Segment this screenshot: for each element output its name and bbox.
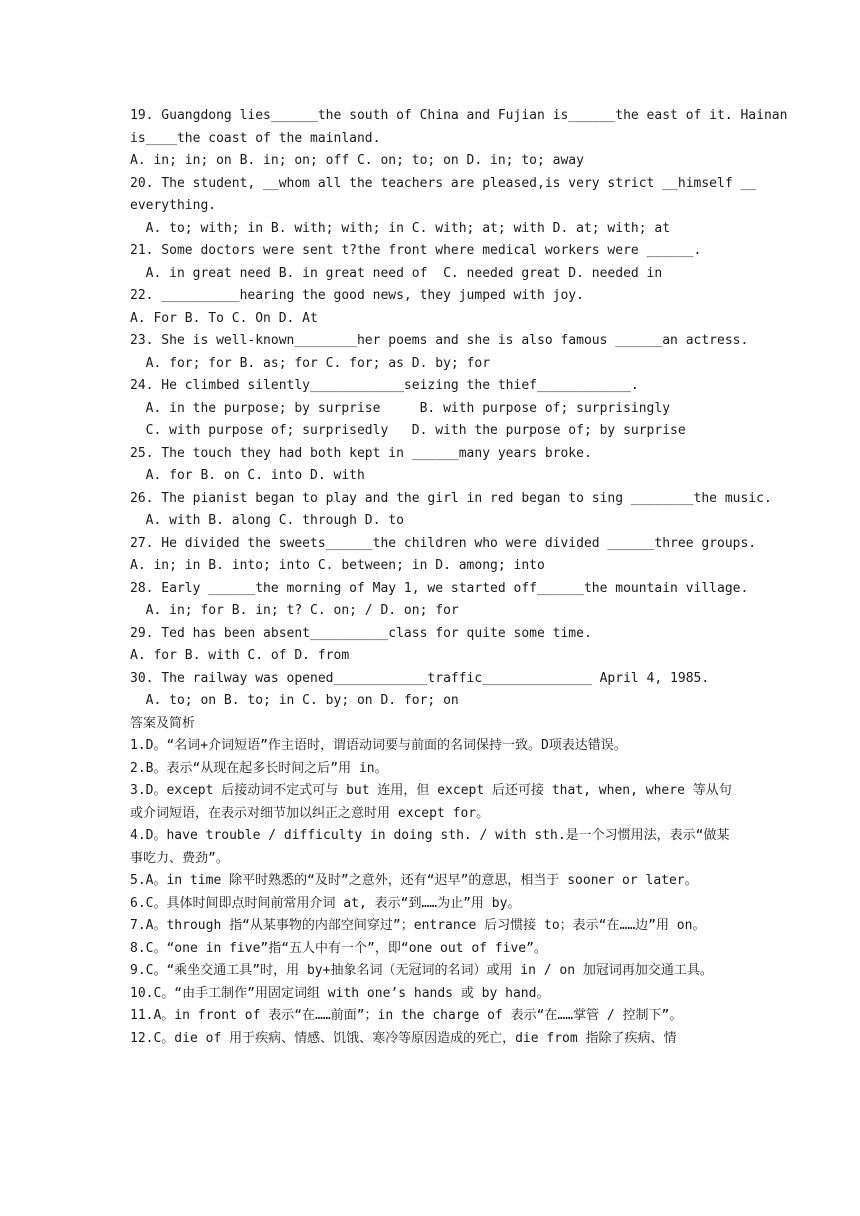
question-options: A. in; in B. into; into C. between; in D. among; into bbox=[130, 558, 545, 573]
question-27 bbox=[130, 533, 757, 578]
question-options: A. to; on B. to; in C. by; on D. for; on bbox=[130, 693, 459, 708]
answer-item: 9.C。“乘坐交通工具”时，用 by+抽象名词（无冠词的名词）或用 in / on 加冠词再加交通工具。 bbox=[130, 963, 713, 978]
answer-item: 4.D。have trouble / difficulty in doing sth. / with sth.是一个习惯用法，表示“做某事吃力、费劲”。 bbox=[130, 828, 730, 866]
question-30 bbox=[130, 668, 732, 713]
answer-item: 12.C。die of 用于疾病、情感、饥饿、寒冷等原因造成的死亡，die from 指除了疾病、情 bbox=[130, 1030, 677, 1046]
question-line: everything. bbox=[130, 198, 217, 213]
question-options: A. For B. To C. On D. At bbox=[130, 310, 318, 326]
questions-section bbox=[130, 105, 788, 713]
question-line: 26. The pianist began to play and the girl in red began to sing ________the music. bbox=[130, 490, 772, 506]
question-line: 19. Guangdong lies______the south of China and Fujian is______the east of it. Hainan bbox=[130, 108, 788, 123]
question-line: 21. Some doctors were sent t?the front where medical workers were ______. bbox=[130, 243, 702, 258]
question-options: C. with purpose of; surprisedly D. with the purpose of; by surprise bbox=[130, 423, 686, 438]
question-28 bbox=[130, 578, 749, 623]
answer-item: 6.C。具体时间即点时间前常用介词 at, 表示“到……为止”用 by。 bbox=[130, 895, 521, 911]
question-options: A. with B. along C. through D. to bbox=[130, 513, 404, 528]
question-options: A. in the purpose; by surprise B. with purpose of; surprisingly bbox=[130, 400, 671, 416]
question-options: A. for B. with C. of D. from bbox=[130, 648, 350, 663]
question-options: A. to; with; in B. with; with; in C. with; at; with D. at; with; at bbox=[130, 220, 671, 236]
answer-item: 2.B。表示“从现在起多长时间之后”用 in。 bbox=[130, 760, 388, 776]
question-line: is____the coast of the mainland. bbox=[130, 130, 381, 146]
question-line: 30. The railway was opened____________traffic______________ April 4, 1985. bbox=[130, 670, 710, 686]
question-line: 22. __________hearing the good news, they jumped with joy. bbox=[130, 288, 584, 303]
answer-item: 7.A。through 指“从某事物的内部空间穿过”；entrance 后习惯接 to；表示“在……边”用 on。 bbox=[130, 918, 706, 933]
answer-item: 5.A。in time 除平时熟悉的“及时”之意外，还有“迟早”的意思，相当于 sooner or later。 bbox=[130, 873, 698, 888]
question-line: 23. She is well-known________her poems and she is also famous ______an actress. bbox=[130, 333, 749, 348]
question-line: 29. Ted has been absent__________class for quite some time. bbox=[130, 625, 592, 641]
question-options: A. for B. on C. into D. with bbox=[130, 468, 365, 483]
question-line: 20. The student, __whom all the teachers are pleased,is very strict __himself __ bbox=[130, 175, 757, 191]
question-options: A. in; in; on B. in; on; off C. on; to; on D. in; to; away bbox=[130, 153, 584, 168]
answer-item: 3.D。except 后接动词不定式可与 but 连用，但 except 后还可接 that, when, where 等从句或介词短语，在表示对细节加以纠正之意时用 except for。 bbox=[130, 783, 732, 821]
answers-section bbox=[130, 713, 732, 1051]
question-21 bbox=[130, 240, 732, 285]
question-25 bbox=[130, 443, 732, 488]
question-19 bbox=[130, 105, 788, 173]
question-26 bbox=[130, 488, 772, 533]
answer-item: 1.D。“名词+介词短语”作主语时，谓语动词要与前面的名词保持一致。D项表达错误。 bbox=[130, 738, 627, 753]
question-20 bbox=[130, 173, 757, 241]
question-line: 24. He climbed silently____________seizing the thief____________. bbox=[130, 378, 639, 393]
answers-heading: 答案及简析 bbox=[130, 715, 196, 731]
question-line: 25. The touch they had both kept in ______many years broke. bbox=[130, 445, 592, 461]
question-options: A. in great need B. in great need of C. needed great D. needed in bbox=[130, 265, 663, 281]
question-options: A. for; for B. as; for C. for; as D. by; for bbox=[130, 355, 491, 371]
question-22 bbox=[130, 285, 732, 330]
question-options: A. in; for B. in; t? C. on; / D. on; for bbox=[130, 603, 459, 618]
answer-item: 11.A。in front of 表示“在……前面”；in the charge of 表示“在……掌管 / 控制下”。 bbox=[130, 1008, 683, 1023]
question-23 bbox=[130, 330, 749, 375]
question-line: 27. He divided the sweets______the children who were divided ______three groups. bbox=[130, 535, 757, 551]
answer-item: 8.C。“one in five”指“五人中有一个”，即“one out of five”。 bbox=[130, 940, 547, 956]
document-page bbox=[130, 105, 788, 1050]
question-29 bbox=[130, 623, 732, 668]
answer-item: 10.C。“由手工制作”用固定词组 with one’s hands 或 by hand。 bbox=[130, 985, 550, 1001]
question-line: 28. Early ______the morning of May 1, we started off______the mountain village. bbox=[130, 580, 749, 596]
question-24 bbox=[130, 375, 732, 443]
